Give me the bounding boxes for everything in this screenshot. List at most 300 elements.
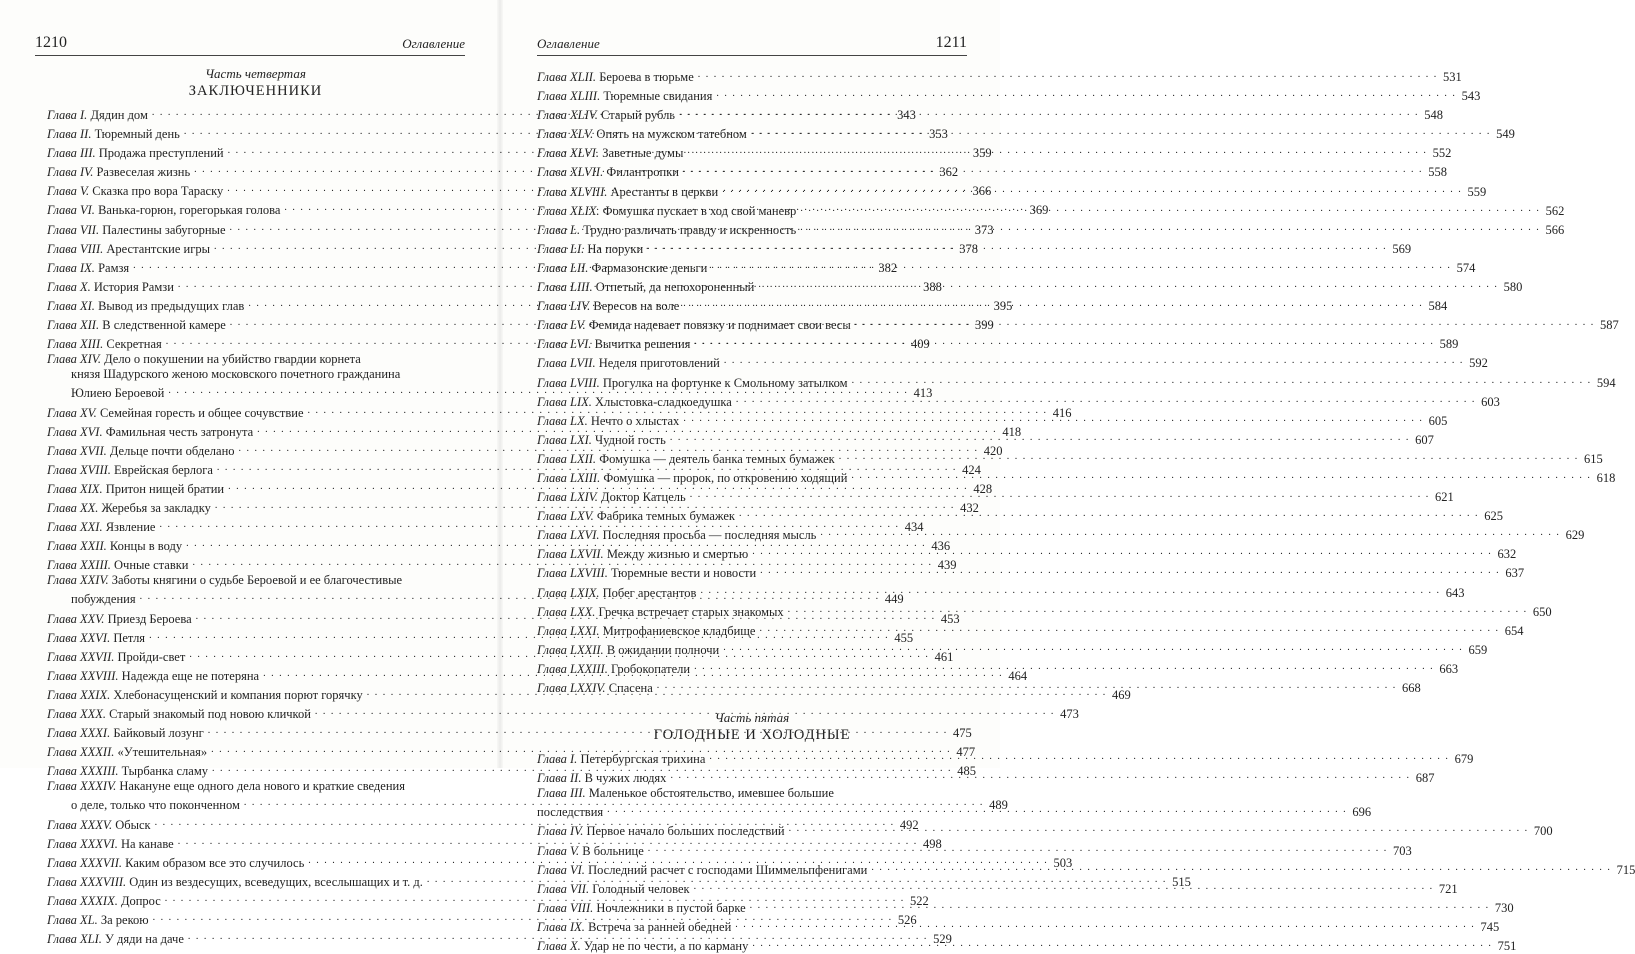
chapter-page-number: 592: [1469, 356, 1488, 371]
chapter-title: Каким образом все это случилось: [125, 855, 305, 870]
chapter-text: [47, 261, 129, 276]
chapter-text: [537, 605, 784, 620]
chapter-title: Приезд Бероева: [107, 611, 192, 626]
chapter-page-number: 679: [1454, 752, 1474, 767]
chapter-text: [537, 662, 690, 677]
chapter-page-number: 543: [1461, 89, 1481, 104]
leader-dots: [722, 181, 1462, 197]
toc-entry: [537, 840, 1412, 859]
chapter-label: Глава XXVII.: [47, 649, 115, 664]
chapter-title: Еврейская берлога: [114, 462, 213, 477]
chapter-page-number: 485: [957, 764, 976, 779]
chapter-title: Палестины забугорные: [102, 222, 226, 237]
chapter-title: Между жизнью и смертью: [606, 547, 749, 562]
chapter-label: Глава XXXVI.: [47, 836, 118, 851]
chapter-label: Глава XXX.: [47, 707, 107, 721]
toc-entry: [537, 372, 1616, 391]
chapter-page-number: 618: [1596, 470, 1616, 485]
toc-entry: [537, 352, 1488, 371]
chapter-text: [537, 318, 851, 333]
chapter-text: [537, 844, 644, 859]
chapter-text: [537, 624, 755, 639]
chapter-label: Глава VIII.: [47, 241, 104, 256]
chapter-page-number: 464: [1008, 668, 1028, 683]
chapter-page-number: 399: [975, 318, 994, 333]
chapter-title: На поруки: [587, 241, 644, 256]
page-header: [35, 33, 465, 56]
chapter-heading-line: [47, 573, 464, 588]
chapter-title: Концы в воду: [109, 539, 183, 554]
chapter-text: [537, 337, 690, 352]
leader-dots: [687, 142, 1427, 158]
chapter-title: Неделя приготовлений: [598, 356, 720, 371]
leader-dots: [670, 429, 1410, 445]
chapter-label: Глава LVII.: [537, 356, 596, 371]
chapter-title: За рекою: [100, 913, 149, 928]
chapter-title: Опять на мужском татебном: [596, 127, 747, 142]
chapter-title: В следственной камере: [102, 318, 226, 333]
chapter-text: [537, 280, 754, 295]
chapter-title: Фабрика темных бумажек: [596, 509, 735, 524]
toc-entry: [537, 276, 1523, 295]
toc-entry: [537, 916, 1500, 935]
chapter-page-number: 696: [1352, 805, 1372, 820]
chapter-page-number: 715: [1616, 862, 1635, 877]
chapter-text: [537, 433, 666, 448]
section-title: ГОЛОДНЫЕ И ХОЛОДНЫЕ: [653, 727, 851, 744]
toc-entry: [537, 333, 1459, 352]
chapter-page-number: 388: [923, 279, 942, 294]
chapter-page-number: 574: [1456, 260, 1476, 275]
chapter-label: Глава XLII.: [537, 70, 597, 84]
chapter-title: В больнице: [582, 843, 644, 858]
chapter-heading-line: [47, 779, 464, 794]
chapter-label: Глава XVIII.: [47, 462, 111, 477]
chapter-title: Очные ставки: [114, 558, 189, 573]
chapter-title: У дяди на даче: [105, 932, 184, 947]
leader-dots: [759, 620, 1499, 636]
chapter-text: [537, 752, 705, 767]
chapter-text: [537, 643, 719, 658]
chapter-text: [537, 185, 718, 200]
chapter-title: Притон нищей братии: [105, 481, 225, 496]
chapter-page-number: 498: [922, 836, 942, 851]
chapter-label: Глава LXXIV.: [537, 681, 606, 695]
chapter-page-number: 558: [1428, 165, 1447, 180]
chapter-label: Глава I.: [537, 752, 578, 767]
chapter-page-number: 745: [1480, 919, 1500, 934]
chapter-label: Глава LV.: [537, 318, 586, 333]
chapter-label: Глава LII.: [537, 260, 589, 275]
chapter-page-number: 632: [1497, 547, 1517, 562]
chapter-label: Глава LXXI.: [537, 623, 600, 638]
chapter-page-number: 594: [1596, 375, 1616, 390]
chapter-text: [47, 184, 223, 199]
chapter-page-number: 359: [972, 146, 992, 161]
chapter-page-number: 503: [1053, 855, 1073, 870]
leader-dots: [723, 639, 1463, 655]
chapter-label: Глава LXXII.: [537, 642, 604, 657]
chapter-text: [537, 901, 746, 916]
leader-dots: [648, 840, 1388, 856]
chapter-title: Фамильная честь затронута: [105, 424, 254, 439]
chapter-text: [47, 818, 151, 833]
chapter-page-number: 566: [1545, 222, 1565, 237]
chapter-title: Фомушка — деятель банка темных бумажек: [599, 451, 835, 466]
chapter-page-number: 489: [989, 798, 1008, 813]
leader-dots: [709, 748, 1449, 764]
chapter-label: Глава VII.: [537, 881, 590, 896]
chapter-title: Арестанты в церкви: [610, 184, 719, 199]
chapter-label: Глава IX.: [47, 260, 95, 275]
chapter-page-number: 584: [1428, 299, 1448, 314]
leader-dots: [752, 935, 1492, 951]
chapter-text: [47, 539, 182, 554]
toc-entry: [537, 639, 1488, 658]
chapter-label: Глава LIII.: [537, 280, 593, 295]
chapter-page-number: 615: [1584, 451, 1603, 466]
chapter-title: На канаве: [120, 836, 174, 851]
chapter-label: Глава XLVIII.: [537, 184, 608, 199]
chapter-label: Глава XXXIX.: [47, 893, 118, 908]
toc-entry: [537, 897, 1514, 916]
leader-dots: [839, 448, 1579, 464]
chapter-title: Фармазонские деньги: [591, 260, 708, 275]
chapter-label: Глава XLIX.: [537, 203, 600, 218]
chapter-text: [537, 414, 679, 429]
toc-entry: [537, 257, 1476, 276]
toc-entry: [537, 123, 1515, 142]
chapter-label: Глава XXIX.: [47, 687, 111, 702]
chapter-label: Глава I.: [47, 108, 88, 122]
chapter-label: Глава XLVI.: [537, 146, 600, 161]
toc-entry: [47, 478, 993, 497]
chapter-page-number: 475: [953, 726, 972, 741]
chapter-page-number: 637: [1505, 566, 1525, 581]
chapter-text: [47, 894, 161, 909]
chapter-label: Глава XXII.: [47, 539, 107, 554]
chapter-title: В чужих людях: [584, 771, 667, 786]
chapter-text: [537, 127, 747, 142]
chapter-label: Глава VII.: [47, 222, 100, 237]
chapter-page-number: 629: [1565, 528, 1585, 543]
toc-entry: [537, 817, 1553, 839]
toc-entry: [537, 601, 1552, 620]
leader-dots: [851, 467, 1591, 483]
chapter-title: Допрос: [120, 893, 161, 908]
chapter-text: [47, 337, 162, 352]
chapter-text: [47, 932, 184, 947]
chapter-label: Глава LIX.: [537, 394, 592, 409]
chapter-title: Петля: [113, 630, 146, 645]
chapter-text: [47, 425, 253, 440]
chapter-label: Глава LXVI.: [537, 528, 600, 543]
chapter-label: Глава XLIII.: [537, 89, 601, 104]
chapter-page-number: 625: [1484, 509, 1503, 524]
chapter-page-number: 369: [1029, 203, 1049, 218]
chapter-page-number: 621: [1434, 490, 1454, 505]
chapter-text: [47, 108, 148, 123]
chapter-title: Ванька-горюн, горегорькая голова: [98, 203, 281, 218]
leader-dots: [694, 878, 1434, 894]
chapter-text: [47, 856, 304, 871]
chapter-label: Глава XXIV.: [47, 573, 109, 588]
chapter-title: Накануне еще одного дела нового и краткие сведения: [119, 779, 405, 794]
chapter-page-number: 449: [884, 592, 904, 607]
leader-dots: [607, 801, 1347, 817]
chapter-text: [47, 482, 224, 497]
chapter-text: [47, 146, 224, 161]
chapter-text: [47, 203, 280, 218]
chapter-label: Глава IV.: [47, 165, 94, 180]
chapter-text: [47, 223, 226, 238]
chapter-page-number: 643: [1445, 585, 1465, 600]
chapter-title: Продажа преступлений: [98, 146, 224, 161]
chapter-text: [47, 444, 235, 459]
chapter-page-number: 700: [1533, 824, 1553, 839]
chapter-page-number: 382: [878, 260, 898, 275]
leader-dots: [711, 257, 1451, 273]
chapter-title: Язвление: [105, 520, 156, 535]
chapter-text: [47, 501, 211, 516]
chapter-title: Семейная горесть и общее сочувствие: [99, 405, 304, 420]
chapter-heading-line: [537, 786, 967, 801]
chapter-label: Глава XXXII.: [47, 745, 115, 760]
leader-dots: [871, 859, 1611, 875]
chapter-text: [537, 586, 696, 601]
chapter-text: [537, 920, 731, 935]
chapter-text: [47, 875, 423, 890]
chapter-page-number: 529: [933, 932, 952, 947]
chapter-text: [47, 299, 244, 314]
chapter-text: [47, 688, 363, 703]
chapter-title: Ночлежники в пустой барке: [596, 900, 746, 915]
chapter-label: Глава LXI.: [537, 432, 592, 447]
leader-dots: [789, 817, 1529, 836]
chapter-label: Глава LXVII.: [537, 547, 604, 562]
chapter-label: Глава V.: [47, 184, 90, 199]
chapter-page-number: 531: [1443, 70, 1462, 84]
chapter-title: Фомушка — пророк, по откровению ходящий: [603, 470, 848, 485]
chapter-title: Заботы княгини о судьбе Бероевой и ее благочестивые: [111, 573, 403, 588]
chapter-title: Митрофаниевское кладбище: [602, 623, 756, 638]
toc-entry: [537, 562, 1525, 581]
chapter-page-number: 469: [1112, 687, 1131, 702]
chapter-label: Глава XLVII.: [537, 165, 604, 180]
chapter-label: Глава XXXVIII.: [47, 874, 127, 889]
chapter-title: Дядин дом: [90, 108, 148, 122]
chapter-label: Глава L.: [537, 222, 581, 237]
section-title: ЗАКЛЮЧЕННИКИ: [188, 83, 323, 99]
chapter-title-tail: последствия: [537, 805, 604, 820]
toc-entry: [537, 543, 1517, 562]
chapter-text: [47, 631, 145, 646]
chapter-title: Встреча за ранней обедней: [588, 919, 732, 934]
chapter-label: Глава XL.: [47, 913, 98, 928]
chapter-page-number: 730: [1494, 900, 1514, 915]
chapter-label: Глава VIII.: [537, 900, 594, 915]
chapter-title: «Утешительная»: [117, 745, 208, 760]
chapter-label: Глава LVI.: [537, 337, 592, 352]
chapter-text: [537, 395, 732, 410]
chapter-title: Старый знакомый под новою кличкой: [109, 707, 311, 721]
chapter-text: [47, 707, 311, 722]
chapter-label: Глава LXIX.: [537, 585, 600, 600]
chapter-page-number: 650: [1532, 604, 1552, 619]
chapter-text: [47, 242, 210, 257]
leader-dots: [679, 104, 1419, 120]
chapter-label: Глава XIV.: [47, 352, 101, 367]
chapter-page-number: 607: [1415, 432, 1434, 447]
chapter-title: Последняя просьба — последняя мысль: [602, 528, 817, 543]
chapter-title: Пройди-свет: [117, 649, 186, 664]
chapter-text: [537, 490, 686, 505]
chapter-text: [537, 471, 847, 486]
chapter-page-number: 473: [1060, 707, 1079, 721]
chapter-text: [537, 939, 748, 954]
chapter-title: Гречка встречает старых знакомых: [598, 604, 784, 619]
chapter-title: История Рамзи: [93, 279, 174, 294]
chapter-text: [47, 913, 149, 928]
chapter-text: [47, 463, 213, 478]
chapter-text: [537, 108, 675, 123]
chapter-label: Глава X.: [47, 279, 91, 294]
chapter-text: [537, 824, 785, 839]
chapter-page-number: 420: [983, 443, 1003, 458]
chapter-label: Глава XLIV.: [537, 108, 598, 123]
chapter-text: [47, 318, 226, 333]
chapter-title: Голодный человек: [592, 881, 690, 896]
chapter-label: Глава LXII.: [537, 451, 597, 466]
chapter-title: Удар не по чести, а по карману: [583, 939, 749, 954]
toc-entry: [537, 524, 1585, 543]
leader-dots: [788, 601, 1528, 617]
chapter-page-number: 522: [910, 893, 929, 908]
chapter-label: Глава XXIII.: [47, 558, 111, 573]
chapter-label: Глава XXI.: [47, 520, 103, 535]
chapter-page-number: 424: [962, 462, 981, 477]
leader-dots: [694, 333, 1434, 349]
leader-dots: [739, 505, 1479, 521]
chapter-page-number: 353: [929, 127, 948, 142]
chapter-page-number: 515: [1172, 874, 1191, 889]
chapter-label: Глава XVII.: [47, 443, 107, 458]
chapter-page-number: 526: [897, 913, 917, 928]
chapter-page-number: 461: [934, 649, 954, 664]
toc-entry: [537, 391, 1500, 410]
chapter-text: [47, 669, 259, 684]
chapter-label: Глава LXVIII.: [537, 566, 608, 581]
chapter-page-number: 589: [1439, 337, 1459, 352]
chapter-label: Глава LIV.: [537, 299, 591, 314]
chapter-text: [47, 650, 185, 665]
leader-dots: [690, 486, 1430, 502]
running-head: Оглавление: [537, 36, 600, 51]
chapter-title: Тюремный день: [94, 127, 180, 142]
chapter-title: В ожидании полночи: [606, 642, 720, 657]
chapter-label: Глава LXV.: [537, 509, 594, 524]
chapter-label: Глава II.: [537, 771, 582, 786]
chapter-label: Глава XXXIV.: [47, 779, 117, 794]
chapter-page-number: 418: [1002, 424, 1022, 439]
chapter-title: Секретная: [106, 337, 162, 352]
chapter-title: Трудно различать правду и искренность: [583, 222, 797, 237]
chapter-label: Глава XXVI.: [47, 630, 111, 645]
chapter-page-number: 559: [1467, 184, 1487, 199]
toc-entry: [537, 104, 1444, 123]
chapter-title: Надежда еще не потеряна: [121, 668, 260, 683]
chapter-page-number: 413: [913, 386, 933, 401]
chapter-label: Глава II.: [47, 127, 92, 142]
chapter-label: Глава III.: [47, 146, 96, 161]
chapter-page-number: 548: [1424, 108, 1444, 123]
chapter-label: Глава LXIV.: [537, 490, 598, 505]
chapter-text: [537, 376, 848, 391]
chapter-label: Глава X.: [537, 939, 581, 954]
chapter-label: Глава XXXV.: [47, 817, 113, 832]
chapter-page-number: 395: [993, 298, 1013, 313]
chapter-label: Глава LXIII.: [537, 470, 601, 485]
chapter-title: Первое начало больших последствий: [586, 824, 785, 839]
chapter-label: Глава XI.: [47, 298, 95, 313]
chapter-text: [537, 146, 683, 161]
chapter-label: Глава XXXIII.: [47, 764, 119, 779]
chapter-text: [537, 547, 748, 562]
chapter-title: Дельце почти обделано: [109, 443, 235, 458]
chapter-text: [537, 299, 679, 314]
chapter-label: Глава XV.: [47, 405, 97, 420]
leader-dots: [657, 677, 1397, 693]
chapter-page-number: 362: [939, 165, 959, 180]
chapter-label: Глава XXVIII.: [47, 668, 119, 683]
chapter-page-number: 552: [1432, 146, 1452, 161]
leader-dots: [758, 276, 1498, 292]
leader-dots: [670, 767, 1410, 783]
chapter-title: Гробокопатели: [610, 661, 691, 676]
chapter-text: [537, 566, 756, 581]
chapter-title-line: князя Шадурского женою московского почетного гражданина: [71, 367, 401, 382]
leader-dots: [647, 238, 1387, 254]
chapter-page-number: 587: [1600, 318, 1619, 333]
chapter-label: Глава XXXVII.: [47, 855, 123, 870]
leader-dots: [683, 410, 1423, 426]
chapter-text: [537, 204, 796, 219]
leader-dots: [852, 372, 1592, 388]
chapter-title: Один из вездесущих, всеведущих, всеслышащих и т. д.: [129, 874, 423, 889]
chapter-title: Хлыстовка-сладкоедушка: [595, 394, 732, 409]
chapter-text: [47, 165, 190, 180]
chapter-title: Петербургская трихина: [580, 752, 706, 767]
chapter-page-number: 668: [1402, 681, 1421, 695]
chapter-text: [537, 528, 816, 543]
chapter-title: Отпетый, да непохороненный: [595, 280, 755, 295]
chapter-title: Фемида надевает повязку и поднимает свои весы: [588, 318, 851, 333]
chapter-page-number: 580: [1503, 280, 1523, 295]
chapter-label: Глава LVIII.: [537, 375, 600, 390]
chapter-text: [537, 882, 690, 897]
running-head: Оглавление: [402, 36, 465, 51]
chapter-page-number: 453: [940, 611, 960, 626]
chapter-label: Глава XX.: [47, 500, 99, 515]
chapter-text: [47, 612, 192, 627]
chapter-text: [537, 771, 666, 786]
chapter-title: Старый рубль: [601, 108, 676, 123]
chapter-title: Бероева в тюрьме: [599, 70, 694, 84]
chapter-label: Глава XIX.: [47, 481, 103, 496]
leader-dots: [736, 391, 1476, 407]
leader-dots: [724, 352, 1464, 368]
chapter-title: Последний расчет с господами Шиммельпфенигами: [588, 862, 868, 877]
